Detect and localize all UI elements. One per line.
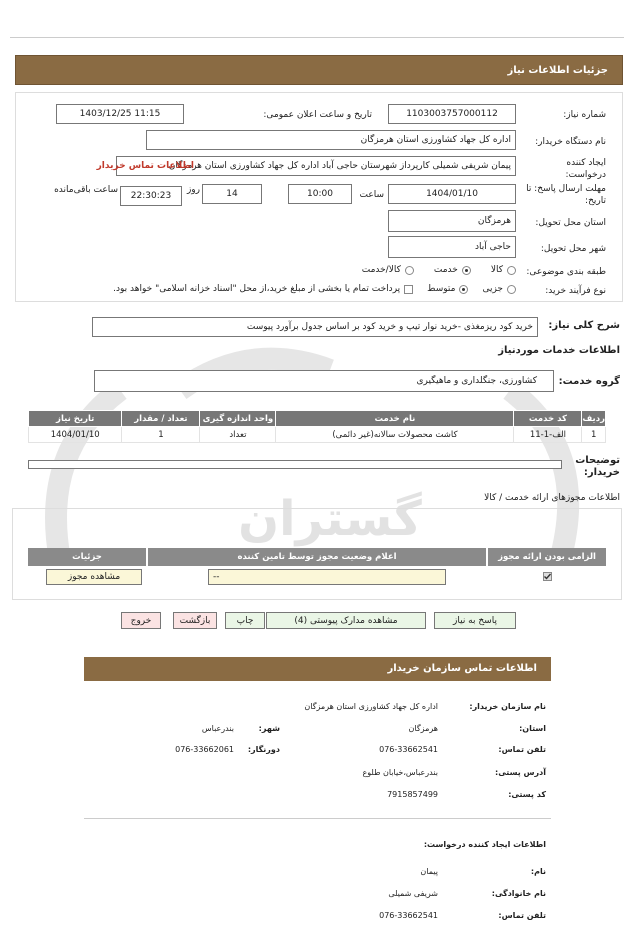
col-permit-required: الزامی بودن ارائه مجوز xyxy=(488,548,606,566)
category-radio-group xyxy=(362,265,516,275)
contact-org-value: اداره کل جهاد کشاورزی استان هرمزگان xyxy=(304,702,438,711)
category-label: طبقه بندی موضوعی: xyxy=(526,267,606,277)
table-header-row xyxy=(29,411,606,427)
contact-address-label: آدرس پستی: xyxy=(495,768,546,777)
process-radio-group xyxy=(113,284,516,294)
process-option-medium[interactable]: متوسط xyxy=(427,284,468,294)
contact-phone-label: تلفن تماس: xyxy=(498,745,546,754)
col-service-name: نام خدمت xyxy=(276,411,514,427)
col-row: ردیف xyxy=(582,411,606,427)
cell-row: 1 xyxy=(582,427,606,443)
table-row xyxy=(29,427,606,443)
deadline-time-field: 10:00 xyxy=(288,184,352,204)
radio-selected-icon[interactable] xyxy=(459,285,468,294)
creator-field: پیمان شریفی شمیلی کارپرداز شهرستان حاجی آباد اداره کل جهاد کشاورزی استان هرمزگان xyxy=(116,156,516,176)
cell-service-name: کاشت محصولات سالانه(غیر دائمی) xyxy=(276,427,514,443)
col-permit-details: جزئیات xyxy=(28,548,146,566)
creator-name-value: پیمان xyxy=(420,867,438,876)
creator-phone-value: 076-33662541 xyxy=(379,911,438,920)
remaining-time-field: 22:30:23 xyxy=(120,186,182,206)
buyer-org-label: نام دستگاه خریدار: xyxy=(535,137,606,147)
creator-name-label: نام: xyxy=(530,867,546,876)
contact-postal-value: 7915857499 xyxy=(387,790,438,799)
need-number-label: شماره نیاز: xyxy=(563,110,606,120)
permit-required-cell xyxy=(488,568,606,584)
contact-city-label: شهر: xyxy=(258,724,280,733)
category-option-service[interactable]: خدمت xyxy=(434,265,471,275)
radio-selected-icon[interactable] xyxy=(462,266,471,275)
permits-title: اطلاعات مجوزهای ارائه خدمت / کالا xyxy=(484,493,620,503)
col-need-date: تاریخ نیاز xyxy=(29,411,122,427)
col-service-code: کد خدمت xyxy=(514,411,582,427)
days-field: 14 xyxy=(202,184,262,204)
cell-need-date: 1404/01/10 xyxy=(29,427,122,443)
treasury-option[interactable]: پرداخت تمام یا بخشی از مبلغ خرید،از محل "اسناد خزانه اسلامی" خواهد بود. xyxy=(113,284,413,294)
delivery-city-label: شهر محل تحویل: xyxy=(540,244,606,254)
contact-divider xyxy=(84,818,551,819)
process-option-minor[interactable]: جزیی xyxy=(482,284,516,294)
buyer-contact-link[interactable]: اطلاعات تماس خریدار xyxy=(96,161,194,171)
col-quantity: تعداد / مقدار xyxy=(122,411,200,427)
col-permit-status: اعلام وضعیت مجوز توسط تامین کننده xyxy=(148,548,486,566)
contact-province-label: استان: xyxy=(519,724,546,733)
view-permit-button[interactable]: مشاهده مجوز xyxy=(46,569,142,585)
service-group-field: کشاورزی، جنگلداری و ماهیگیری xyxy=(94,370,554,392)
permits-header xyxy=(28,548,606,566)
exit-button[interactable]: خروج xyxy=(121,612,161,629)
category-option-both[interactable]: کالا/خدمت xyxy=(362,265,414,275)
contact-fax-value: 076-33662061 xyxy=(175,745,234,754)
service-group-label: گروه خدمت: xyxy=(558,376,620,387)
buyer-notes-field xyxy=(28,460,562,469)
hour-label: ساعت xyxy=(359,190,384,200)
cell-service-code: الف-1-11 xyxy=(514,427,582,443)
buyer-notes-label: توضیحات خریدار: xyxy=(575,455,620,478)
deadline-label: مهلت ارسال پاسخ: تا تاریخ: xyxy=(526,184,606,206)
permit-status-field: -- xyxy=(208,569,446,585)
creator-family-label: نام خانوادگی: xyxy=(491,889,546,898)
contact-phone-value: 076-33662541 xyxy=(379,745,438,754)
summary-label: شرح کلی نیاز: xyxy=(548,320,620,331)
checked-checkbox-icon xyxy=(543,572,552,581)
announce-field: 1403/12/25 11:15 xyxy=(56,104,184,124)
contact-org-label: نام سازمان خریدار: xyxy=(469,702,546,711)
creator-section-title: اطلاعات ایجاد کننده درخواست: xyxy=(423,840,546,849)
services-table xyxy=(28,410,606,443)
need-number-field: 1103003757000112 xyxy=(388,104,516,124)
creator-label: ایجاد کننده درخواست: xyxy=(565,158,606,180)
announce-label: تاریخ و ساعت اعلان عمومی: xyxy=(263,110,372,120)
page-title: جزئیات اطلاعات نیاز xyxy=(507,65,608,76)
day-label: روز xyxy=(186,185,200,195)
summary-field: خرید کود ریزمغذی -خرید نوار تیپ و خرید کود بر اساس جدول برآورد پیوست xyxy=(92,317,538,337)
remaining-label: ساعت باقی‌مانده xyxy=(54,185,118,195)
delivery-province-label: استان محل تحویل: xyxy=(535,218,606,228)
radio-icon[interactable] xyxy=(507,266,516,275)
services-info-title: اطلاعات خدمات موردنیاز xyxy=(498,345,620,356)
contact-title: اطلاعات تماس سازمان خریدار xyxy=(387,663,537,674)
cell-unit: تعداد xyxy=(200,427,276,443)
watermark-text: گستران xyxy=(238,491,422,547)
col-unit: واحد اندازه گیری xyxy=(200,411,276,427)
category-option-goods[interactable]: کالا xyxy=(491,265,516,275)
contact-city-value: بندرعباس xyxy=(201,724,234,733)
contact-address-value: بندرعباس،خیابان طلوع xyxy=(362,768,438,777)
process-label: نوع فرآیند خرید: xyxy=(545,286,606,296)
delivery-province-field: هرمزگان xyxy=(388,210,516,232)
contact-postal-label: کد پستی: xyxy=(508,790,546,799)
reply-button[interactable]: پاسخ به نیاز xyxy=(434,612,516,629)
deadline-date-field: 1404/01/10 xyxy=(388,184,516,204)
delivery-city-field: حاجی آباد xyxy=(388,236,516,258)
creator-family-value: شریفی شمیلی xyxy=(388,889,438,898)
top-divider xyxy=(10,37,624,38)
contact-header xyxy=(84,657,551,681)
creator-phone-label: تلفن تماس: xyxy=(498,911,546,920)
cell-quantity: 1 xyxy=(122,427,200,443)
attachments-button[interactable]: مشاهده مدارک پیوستی (4) xyxy=(266,612,426,629)
radio-icon[interactable] xyxy=(405,266,414,275)
contact-province-value: هرمزگان xyxy=(408,724,438,733)
contact-fax-label: دورنگار: xyxy=(247,745,280,754)
page-header xyxy=(15,55,623,85)
print-button[interactable]: چاپ xyxy=(225,612,265,629)
buyer-org-field: اداره کل جهاد کشاورزی استان هرمزگان xyxy=(146,130,516,150)
checkbox-icon[interactable] xyxy=(404,285,413,294)
back-button[interactable]: بازگشت xyxy=(173,612,217,629)
radio-icon[interactable] xyxy=(507,285,516,294)
